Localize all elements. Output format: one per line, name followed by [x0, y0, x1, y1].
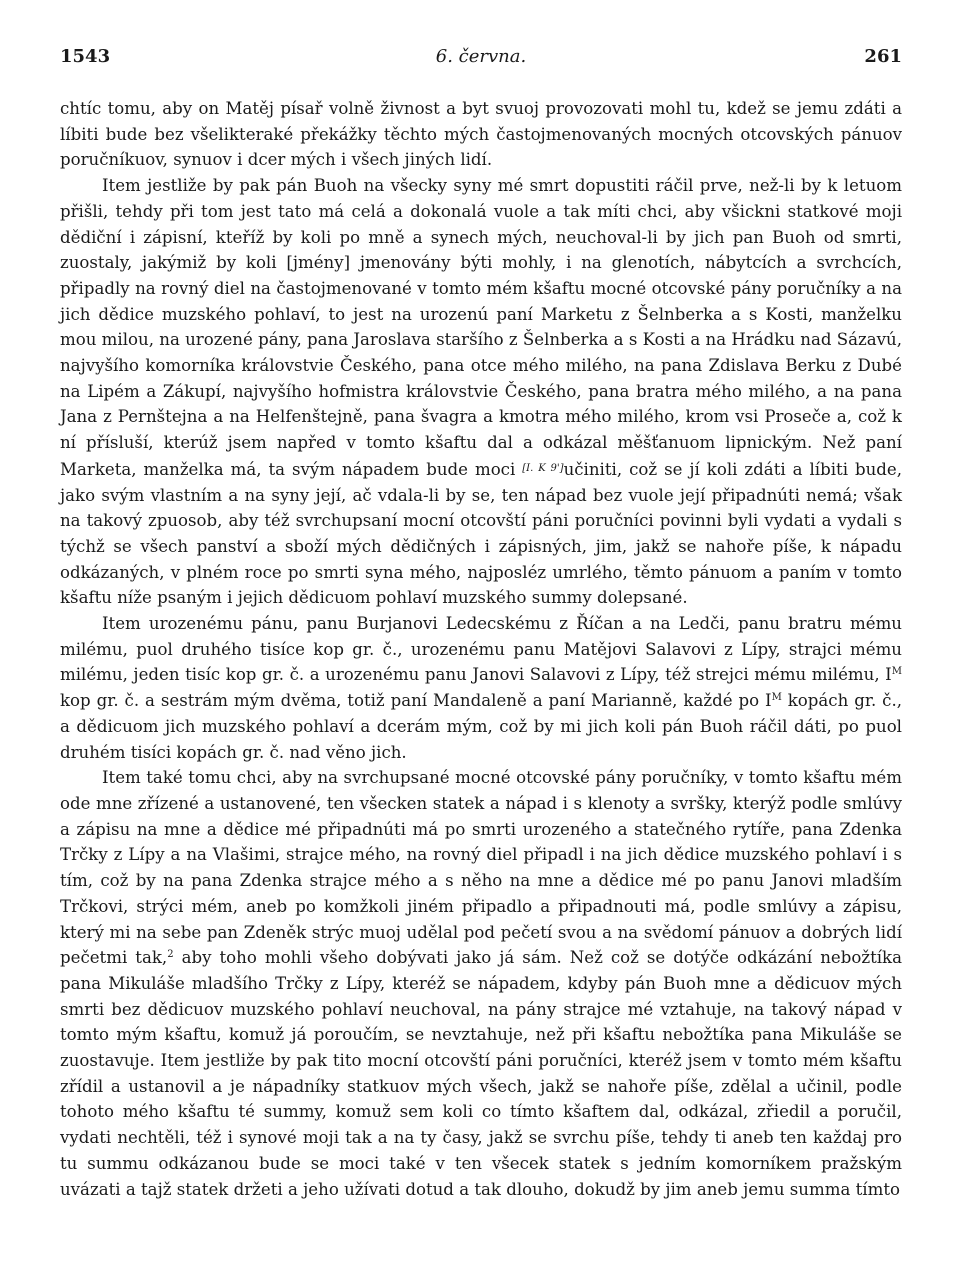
- paragraph-1: chtíc tomu, aby on Matěj písař volně živnost a byt svuoj provozovati mohl tu, kdež se jemu zdáti a líbiti bude bez všelikteraké překážky těchto mých častojmenovaných mocných otcovských pánuov poručníkuov, synuov i dcer mých i všech jiných lidí.: [60, 99, 902, 170]
- superscript: M: [771, 692, 782, 704]
- margin-note: [I. K 9']: [522, 462, 564, 474]
- footnote-marker[interactable]: 2: [167, 949, 174, 961]
- document-body: [60, 96, 902, 1202]
- running-header: [60, 46, 902, 72]
- year-label: 1543: [60, 46, 111, 67]
- page-number: 261: [864, 46, 902, 67]
- date-label: 6. června.: [435, 46, 527, 67]
- superscript: M: [891, 666, 902, 678]
- paragraph-3: Item urozenému pánu, panu Burjanovi Ledecskému z Říčan a na Ledči, panu bratru mému milému, puol druhého tisíce kop gr. č., urozenému panu Matějovi Salavovi z Lípy, strajci mému milému, jeden tisíc kop gr. č. a urozenému panu Janovi Salavovi z Lípy, též strejci mému milému, $I^M$ kop gr. č. a sestrám mým dvěma, totiž paní Mandaleně a paní Marianně, každé po $I^M$ kopách gr. č., a dědicuom jich muzského pohlaví a dcerám mým, což by mi jich koli pán Buoh ráčil dáti, po puol druhém tisíci kopách gr. č. nad věno jich.: [60, 614, 902, 762]
- paragraph-2: Item jestliže by pak pán Buoh na všecky syny mé smrt dopustiti ráčil prve, než-li by k letuom přišli, tehdy při tom jest tato má celá a dokonalá vuole a tak míti chci, aby všickni statkové moji dědiční i zápisní, kteříž by koli po mně a synech mých, neuchoval-li by jich pan Buoh od smrti, zuostaly, jakýmiž by koli [jmény] jmenovány býti mohly, i na glenotích, nábytcích a svrchcích, připadly na rovný diel na častojmenované v tomto mém kšaftu mocné otcovské pány poručníky a na jich dědice muzského pohlaví, to jest na urozenú paní Marketu z Šelnberka a s Kosti, manželku mou milou, na urozené pány, pana Jaroslava staršího z Šelnberka a s Kosti a na Hrádku nad Sázavú, najvyšího komorníka královstvie Českého, pana otce mého milého, na pana Zdislava Berku z Dubé na Lipém a Zákupí, najvyšího hofmistra královstvie Českého, pana bratra mého milého, a na pana Jana z Pernštejna a na Helfenštejně, pana švagra a kmotra mého milého, krom vsi Proseče a, což k ní přísluší, kterúž jsem napřed v tomto kšaftu dal a odkázal měšťanuom lipnickým. Než paní Marketa, manželka má, ta svým nápadem bude moci [I. K 9']učiniti, což se jí koli zdáti a líbiti bude, jako svým vlastním a na syny její, ač vdala-li by se, ten nápad bez vuole její připadnúti nemá; však na takový zpuosob, aby též svrchupsaní mocní otcovští páni poručníci povinni byli vydati a vydali s týchž se všech panství a sboží mých dědičných i zápisných, jim, jakž se nahoře píše, k nápadu odkázaných, v plném roce po smrti syna mého, najposléz umrlého, těmto pánuom a paním v tomto kšaftu níže psaným i jejich dědicuom pohlaví muzského summy dolepsané.: [60, 176, 903, 608]
- paragraph-4: Item také tomu chci, aby na svrchupsané mocné otcovské pány poručníky, v tomto kšaftu mém ode mne zřízené a ustanovené, ten všecken statek a nápad i s klenoty a svršky, kterýž podle smlúvy a zápisu na mne a dědice mé připadnúti má po smrti urozeného a statečného rytíře, pana Zdenka Trčky z Lípy a na Vlašimi, strajce mého, na rovný diel připadl i na jich dědice muzského pohlaví i s tím, což by na pana Zdenka strajce mého a s něho na mne a dědice mé po panu Janovi mladším Trčkovi, strýci mém, aneb po komžkoli jiném připadlo a připadnouti má, podle smlúvy a zápisu, který mi na sebe pan Zdeněk strýc muoj udělal pod pečetí svou a na svědomí pánuov a dobrých lidí pečetmi tak,$^2$ aby toho mohli všeho dobývati jako já sám. Než což se dotýče odkázání nebožtíka pana Mikuláše mladšího Trčky z Lípy, kteréž se nápadem, kdyby pán Buoh mne a dědicuov mých smrti bez dědicuov muzského pohlaví neuchoval, na pány strajce mé vztahuje, na takový nápad v tomto mým kšaftu, komuž já poroučím, se nevztahuje, než při kšaftu nebožtíka pana Mikuláše se zuostavuje. Item jestliže by pak tito mocní otcovští páni poručníci, kteréž jsem v tomto mém kšaftu zřídil a ustanovil a je nápadníky statkuov mých všech, jakž se nahoře píše, zdělal a učinil, podle tohoto mého kšaftu té summy, komuž sem koli co tímto kšaftem dal, odkázal, zřiedil a poručil, vydati nechtěli, též i synové moji tak a na ty časy, jakž se svrchu píše, tehdy ti aneb ten každaj pro tu summu odkázanou bude se moci také v ten všecek statek s jedním komorníkem pražským uvázati a tajž statek držeti a jeho užívati dotud a tak dlouho, dokudž by jim aneb jemu summa tímto: [60, 768, 902, 1199]
